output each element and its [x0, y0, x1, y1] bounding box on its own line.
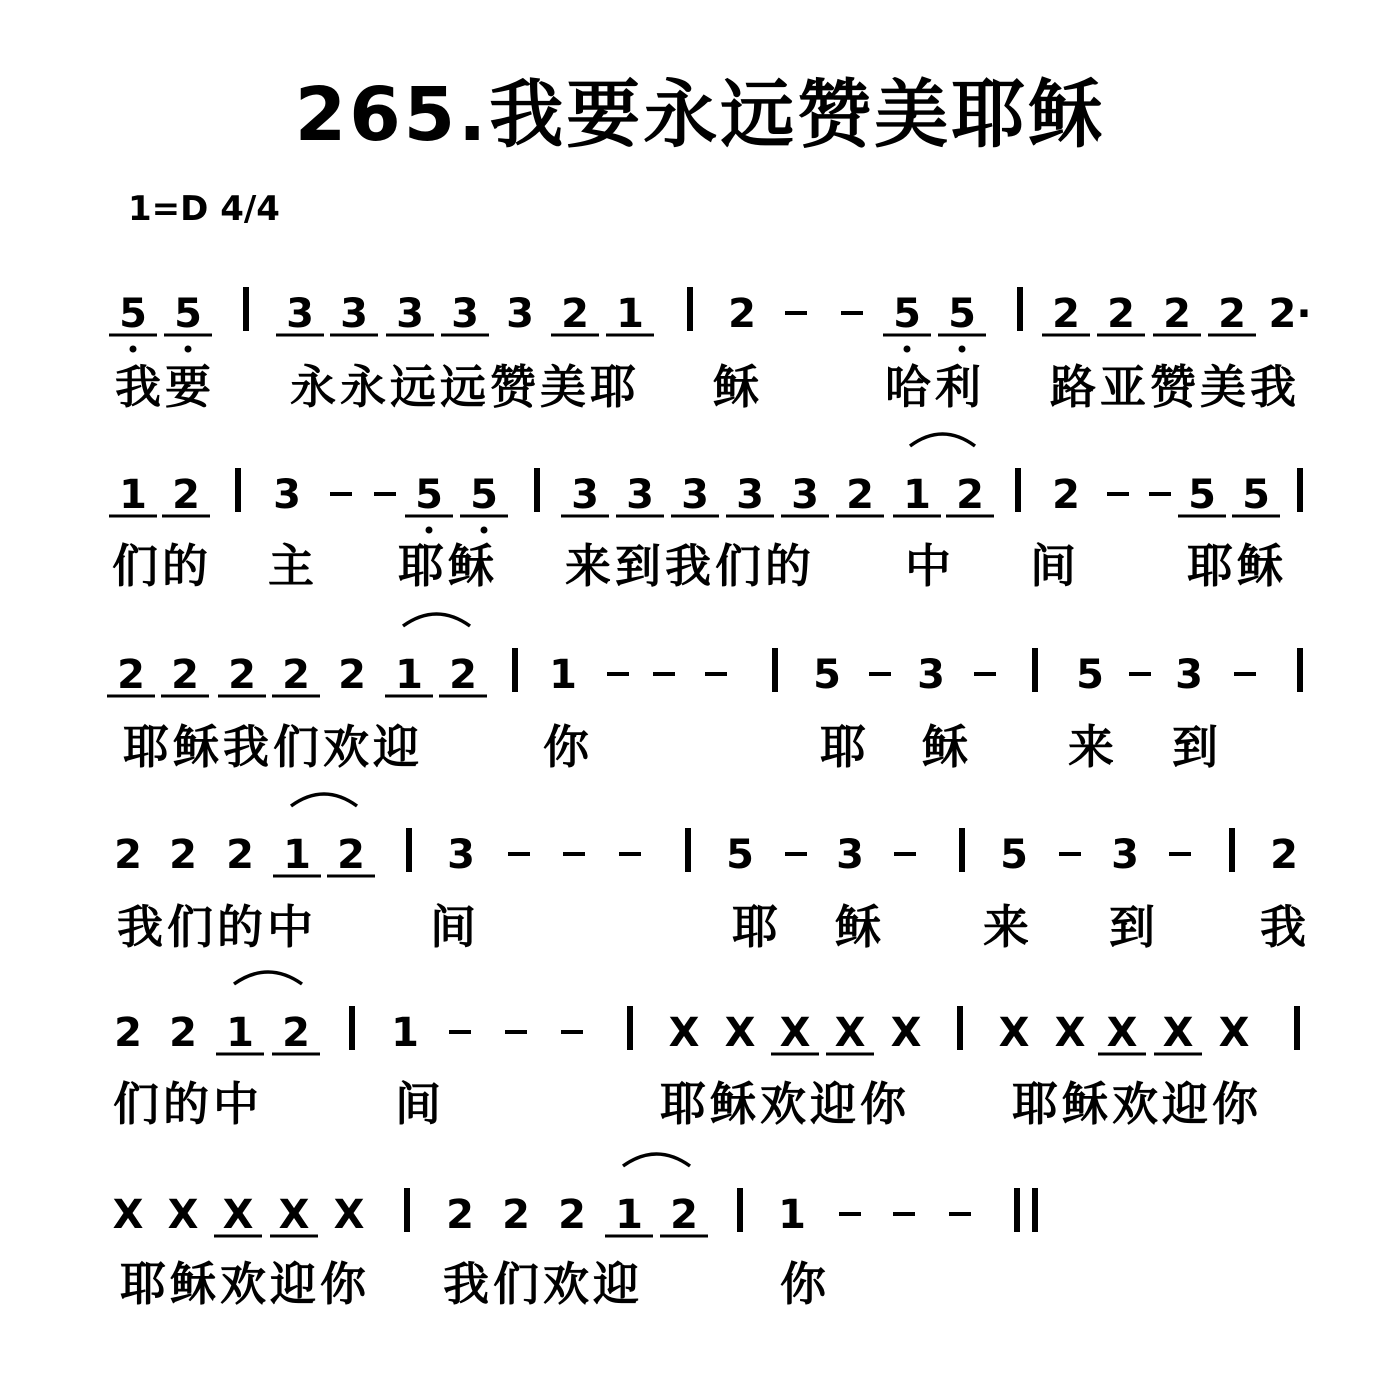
note: 3: [1111, 832, 1139, 878]
note: 2: [171, 652, 199, 698]
lyric-text: 稣: [922, 720, 972, 774]
note: 3: [340, 291, 368, 337]
music-line-3: [107, 614, 1300, 774]
note: 2: [228, 652, 256, 698]
note: 2: [172, 472, 200, 518]
note: X: [333, 1192, 365, 1238]
note: 1: [395, 652, 423, 698]
note: 5: [726, 832, 754, 878]
note: 2: [1270, 832, 1298, 878]
note: 2: [169, 832, 197, 878]
lyric-text: 间: [395, 1077, 445, 1131]
low-octave-dot: [481, 527, 488, 534]
lyric-text: 耶稣欢迎你: [660, 1077, 910, 1131]
music-line-2: [109, 434, 1300, 593]
note: 2: [338, 652, 366, 698]
note: 2: [670, 1192, 698, 1238]
lyric-text: 我们的中: [117, 900, 317, 954]
low-octave-dot: [130, 346, 137, 353]
note: 2: [449, 652, 477, 698]
note: 3: [506, 291, 534, 337]
lyric-text: 主: [268, 539, 318, 593]
note: X: [1218, 1010, 1250, 1056]
lyric-text: 耶稣: [398, 539, 498, 593]
song-title: 265.我要永远赞美耶稣: [294, 72, 1106, 158]
note: 3: [451, 291, 479, 337]
note: 5: [470, 472, 498, 518]
note: X: [724, 1010, 756, 1056]
note: 2: [561, 291, 589, 337]
note: 1: [283, 832, 311, 878]
lyric-text: 哈利: [885, 360, 985, 414]
lyric-text: 耶稣我们欢迎: [123, 720, 423, 774]
lyric-text: 路亚赞美我: [1050, 360, 1300, 414]
lyric-text: 耶稣欢迎你: [120, 1257, 370, 1311]
note: 2: [282, 1010, 310, 1056]
note: 1: [119, 472, 147, 518]
slur-arc: [403, 614, 470, 626]
note: X: [834, 1010, 866, 1056]
note: 2: [502, 1192, 530, 1238]
note: 1: [616, 291, 644, 337]
note: 5: [1242, 472, 1270, 518]
note: X: [890, 1010, 922, 1056]
note: 5: [119, 291, 147, 337]
lyric-text: 耶稣: [1187, 539, 1287, 593]
slur-arc: [234, 972, 302, 984]
note: 5: [174, 291, 202, 337]
note: 1: [903, 472, 931, 518]
note: 5: [1188, 472, 1216, 518]
note: 5: [1000, 832, 1028, 878]
note: 5: [948, 291, 976, 337]
lyric-text: 来: [1068, 720, 1118, 774]
note: 3: [626, 472, 654, 518]
lyric-text: 稣: [835, 900, 885, 954]
note: X: [167, 1192, 199, 1238]
note: 5: [415, 472, 443, 518]
lyric-text: 来到我们的: [565, 539, 815, 593]
note: 3: [736, 472, 764, 518]
note: 3: [836, 832, 864, 878]
lyric-text: 永永远远赞美耶: [290, 360, 640, 414]
low-octave-dot: [426, 527, 433, 534]
note: 5: [813, 652, 841, 698]
note: X: [278, 1192, 310, 1238]
note: 2: [728, 291, 756, 337]
note: 2: [226, 832, 254, 878]
note: 2: [337, 832, 365, 878]
note: 3: [396, 291, 424, 337]
low-octave-dot: [904, 346, 911, 353]
note: 2: [846, 472, 874, 518]
note: X: [222, 1192, 254, 1238]
low-octave-dot: [959, 346, 966, 353]
note: 2: [1052, 472, 1080, 518]
note: 2: [282, 652, 310, 698]
lyric-text: 耶: [732, 900, 782, 954]
note: 2·: [1268, 291, 1312, 337]
lyric-text: 稣: [713, 360, 763, 414]
slur-arc: [291, 794, 357, 806]
lyric-text: 你: [780, 1257, 830, 1311]
note: 1: [226, 1010, 254, 1056]
note: 3: [791, 472, 819, 518]
lyric-text: 们的中: [113, 1077, 263, 1131]
note: 1: [778, 1192, 806, 1238]
note: 1: [549, 652, 577, 698]
note: 3: [1175, 652, 1203, 698]
note: 2: [1218, 291, 1246, 337]
lyric-text: 耶: [820, 720, 870, 774]
note: X: [1106, 1010, 1138, 1056]
note: 2: [446, 1192, 474, 1238]
note: 2: [117, 652, 145, 698]
note: 2: [1163, 291, 1191, 337]
music-line-4: [114, 794, 1310, 954]
lyric-text: 来: [983, 900, 1033, 954]
lyric-text: 我们欢迎: [443, 1257, 643, 1311]
note: 5: [893, 291, 921, 337]
note: 5: [1076, 652, 1104, 698]
lyric-text: 到: [1172, 720, 1222, 774]
lyric-text: 我: [1260, 900, 1310, 954]
lyric-text: 我要: [115, 360, 215, 414]
note: X: [998, 1010, 1030, 1056]
lyric-text: 间: [430, 900, 480, 954]
note: 3: [917, 652, 945, 698]
lyric-text: 到: [1109, 900, 1159, 954]
note: X: [779, 1010, 811, 1056]
note: 2: [558, 1192, 586, 1238]
lyric-text: 间: [1030, 539, 1080, 593]
lyric-text: 们的: [112, 539, 212, 593]
note: 2: [169, 1010, 197, 1056]
note: X: [1162, 1010, 1194, 1056]
lyric-text: 中: [905, 539, 955, 593]
note: 3: [273, 472, 301, 518]
note: 3: [681, 472, 709, 518]
note: 1: [615, 1192, 643, 1238]
note: 2: [956, 472, 984, 518]
music-line-1: [109, 287, 1312, 414]
note: 3: [447, 832, 475, 878]
slur-arc: [623, 1154, 690, 1166]
note: 2: [1052, 291, 1080, 337]
lyric-text: 耶稣欢迎你: [1012, 1077, 1262, 1131]
note: 2: [114, 832, 142, 878]
music-line-5: [113, 972, 1297, 1131]
note: 1: [391, 1010, 419, 1056]
slur-arc: [910, 434, 975, 446]
note: 3: [286, 291, 314, 337]
note: X: [112, 1192, 144, 1238]
key-signature: 1=D 4/4: [128, 189, 280, 229]
lyric-text: 你: [543, 720, 593, 774]
note: X: [668, 1010, 700, 1056]
music-line-6: [113, 1154, 1035, 1311]
note: 2: [114, 1010, 142, 1056]
note: 3: [571, 472, 599, 518]
note: 2: [1107, 291, 1135, 337]
note: X: [1054, 1010, 1086, 1056]
low-octave-dot: [185, 346, 192, 353]
